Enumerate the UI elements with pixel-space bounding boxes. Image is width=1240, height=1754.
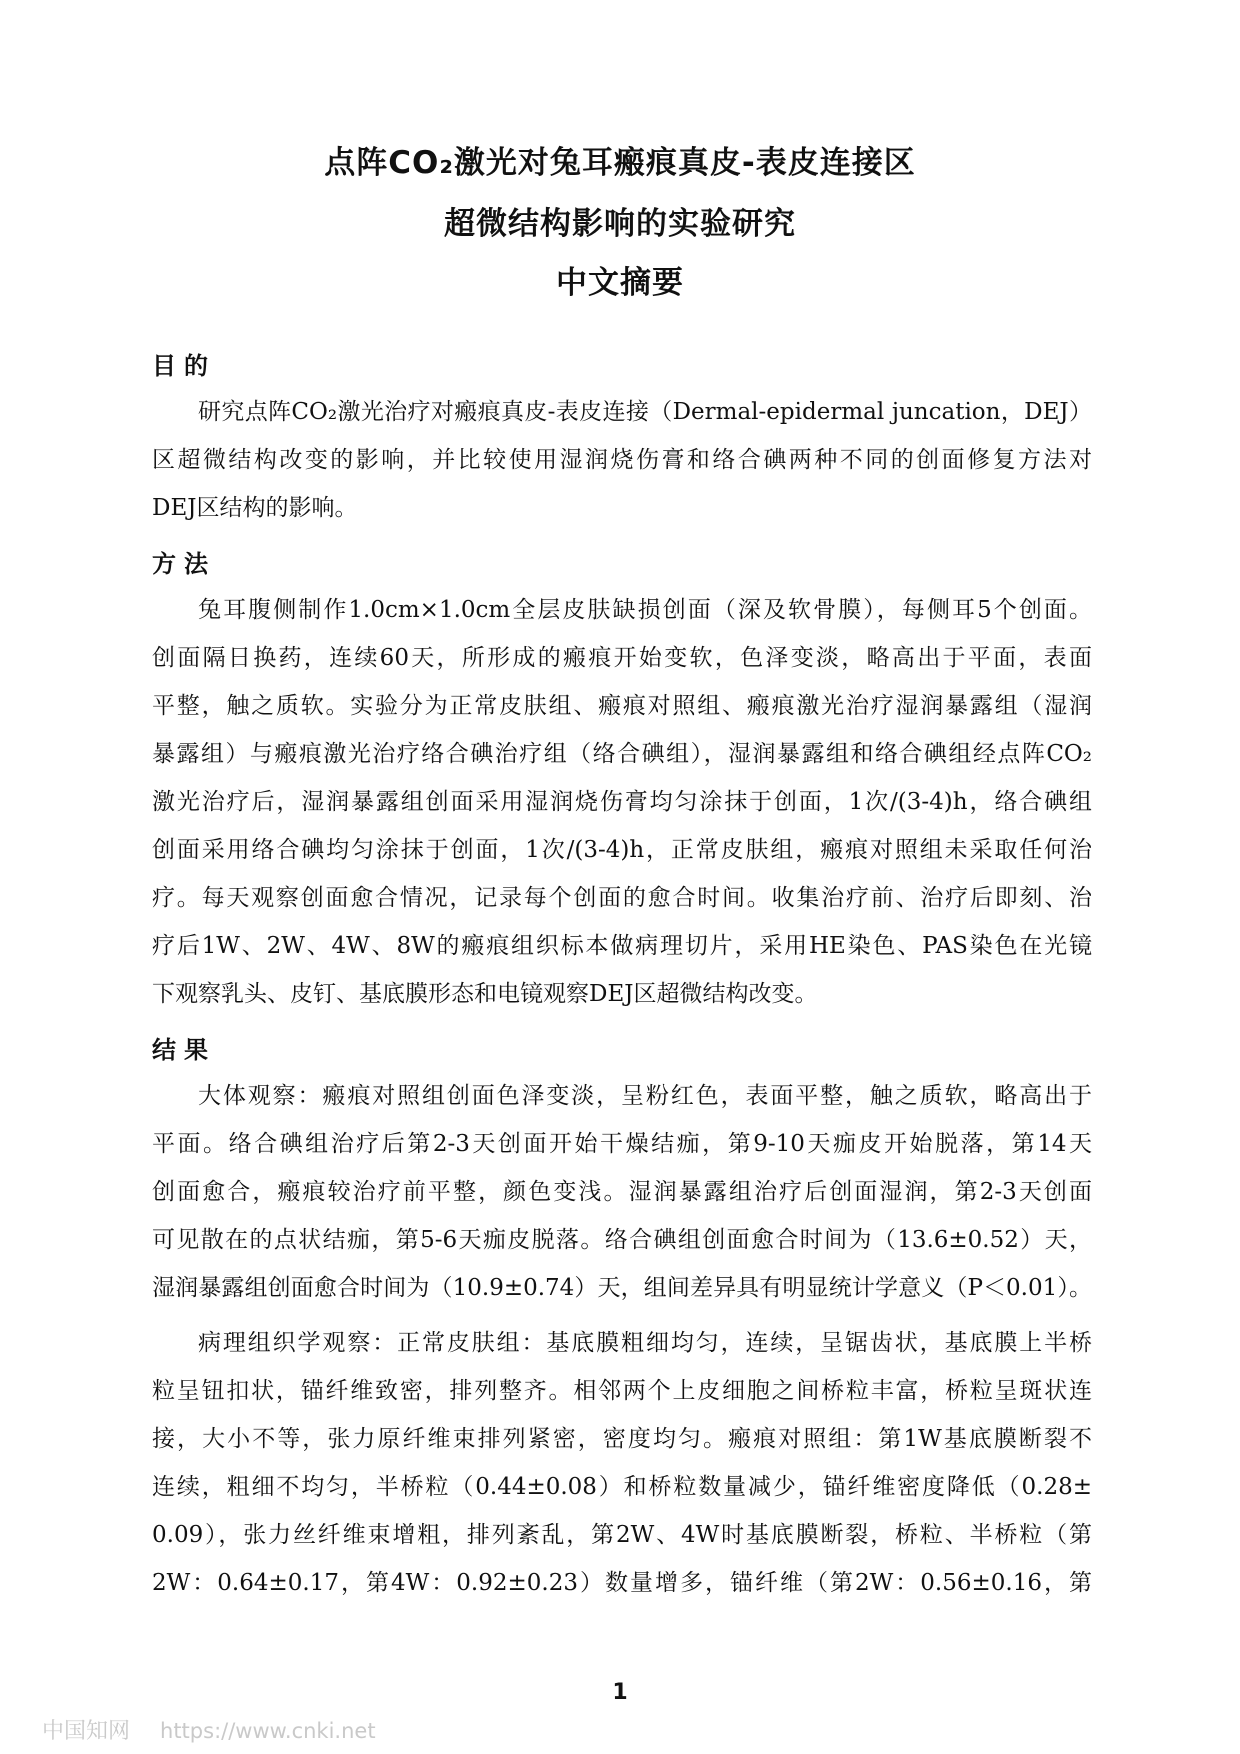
section-heading-results: 结果 (152, 1036, 216, 1064)
watermark-url: https://www.cnki.net (160, 1719, 376, 1743)
methods-line: 创面隔日换药，连续60天，所形成的瘢痕开始变软，色泽变淡，略高出于平面，表面 (152, 645, 1092, 671)
methods-line: 兔耳腹侧制作1.0cm×1.0cm全层皮肤缺损创面（深及软骨膜），每侧耳5个创面。 (198, 597, 1092, 623)
title-line-1: 点阵CO₂激光对兔耳瘢痕真皮-表皮连接区 (324, 145, 916, 181)
methods-line: 平整，触之质软。实验分为正常皮肤组、瘢痕对照组、瘢痕激光治疗湿润暴露组（湿润 (152, 693, 1092, 719)
purpose-line: DEJ区结构的影响。 (152, 495, 358, 521)
watermark-logo-text: 中国知网 (42, 1719, 131, 1744)
results-line: 连续，粗细不均匀，半桥粒（0.44±0.08）和桥粒数量减少，锚纤维密度降低（0.28± (152, 1474, 1092, 1500)
results-line: 湿润暴露组创面愈合时间为（10.9±0.74）天，组间差异具有明显统计学意义（P＜0.01）。 (152, 1275, 1092, 1301)
methods-line: 疗后1W、2W、4W、8W的瘢痕组织标本做病理切片，采用HE染色、PAS染色在光镜 (152, 933, 1092, 959)
methods-line: 创面采用络合碘均匀涂抹于创面，1次/(3-4)h，正常皮肤组，瘢痕对照组未采取任何治 (152, 837, 1092, 863)
methods-line: 下观察乳头、皮钉、基底膜形态和电镜观察DEJ区超微结构改变。 (152, 981, 818, 1007)
results-line: 2W：0.64±0.17，第4W：0.92±0.23）数量增多，锚纤维（第2W：0.56±0.16，第 (152, 1570, 1092, 1596)
purpose-line: 研究点阵CO₂激光治疗对瘢痕真皮-表皮连接（Dermal-epidermal juncation，DEJ） (198, 399, 1092, 425)
title-line-2: 超微结构影响的实验研究 (444, 206, 796, 242)
results-line: 0.09），张力丝纤维束增粗，排列紊乱，第2W、4W时基底膜断裂，桥粒、半桥粒（第 (152, 1522, 1092, 1548)
purpose-line: 区超微结构改变的影响，并比较使用湿润烧伤膏和络合碘两种不同的创面修复方法对 (152, 447, 1092, 473)
results-line: 粒呈钮扣状，锚纤维致密，排列整齐。相邻两个上皮细胞之间桥粒丰富，桥粒呈斑状连 (152, 1378, 1092, 1404)
page-number: 1 (612, 1680, 628, 1705)
results-line: 创面愈合，瘢痕较治疗前平整，颜色变浅。湿润暴露组治疗后创面湿润，第2-3天创面 (152, 1179, 1092, 1205)
section-heading-purpose: 目的 (152, 352, 216, 380)
methods-line: 疗。每天观察创面愈合情况，记录每个创面的愈合时间。收集治疗前、治疗后即刻、治 (152, 885, 1092, 911)
results-line: 平面。络合碘组治疗后第2-3天创面开始干燥结痂，第9-10天痂皮开始脱落，第14天 (152, 1131, 1092, 1157)
cnki-watermark (42, 1714, 376, 1745)
section-heading-methods: 方法 (152, 550, 216, 578)
results-line: 病理组织学观察：正常皮肤组：基底膜粗细均匀，连续，呈锯齿状，基底膜上半桥 (198, 1330, 1092, 1356)
results-line: 大体观察：瘢痕对照组创面色泽变淡，呈粉红色，表面平整，触之质软，略高出于 (198, 1083, 1092, 1109)
results-line: 接，大小不等，张力原纤维束排列紧密，密度均匀。瘢痕对照组：第1W基底膜断裂不 (152, 1426, 1092, 1452)
methods-line: 暴露组）与瘢痕激光治疗络合碘治疗组（络合碘组），湿润暴露组和络合碘组经点阵CO₂ (152, 741, 1092, 767)
results-line: 可见散在的点状结痂，第5-6天痂皮脱落。络合碘组创面愈合时间为（13.6±0.52）天， (152, 1227, 1092, 1253)
methods-line: 激光治疗后，湿润暴露组创面采用湿润烧伤膏均匀涂抹于创面，1次/(3-4)h，络合碘组 (152, 789, 1092, 815)
abstract-heading: 中文摘要 (556, 265, 684, 301)
